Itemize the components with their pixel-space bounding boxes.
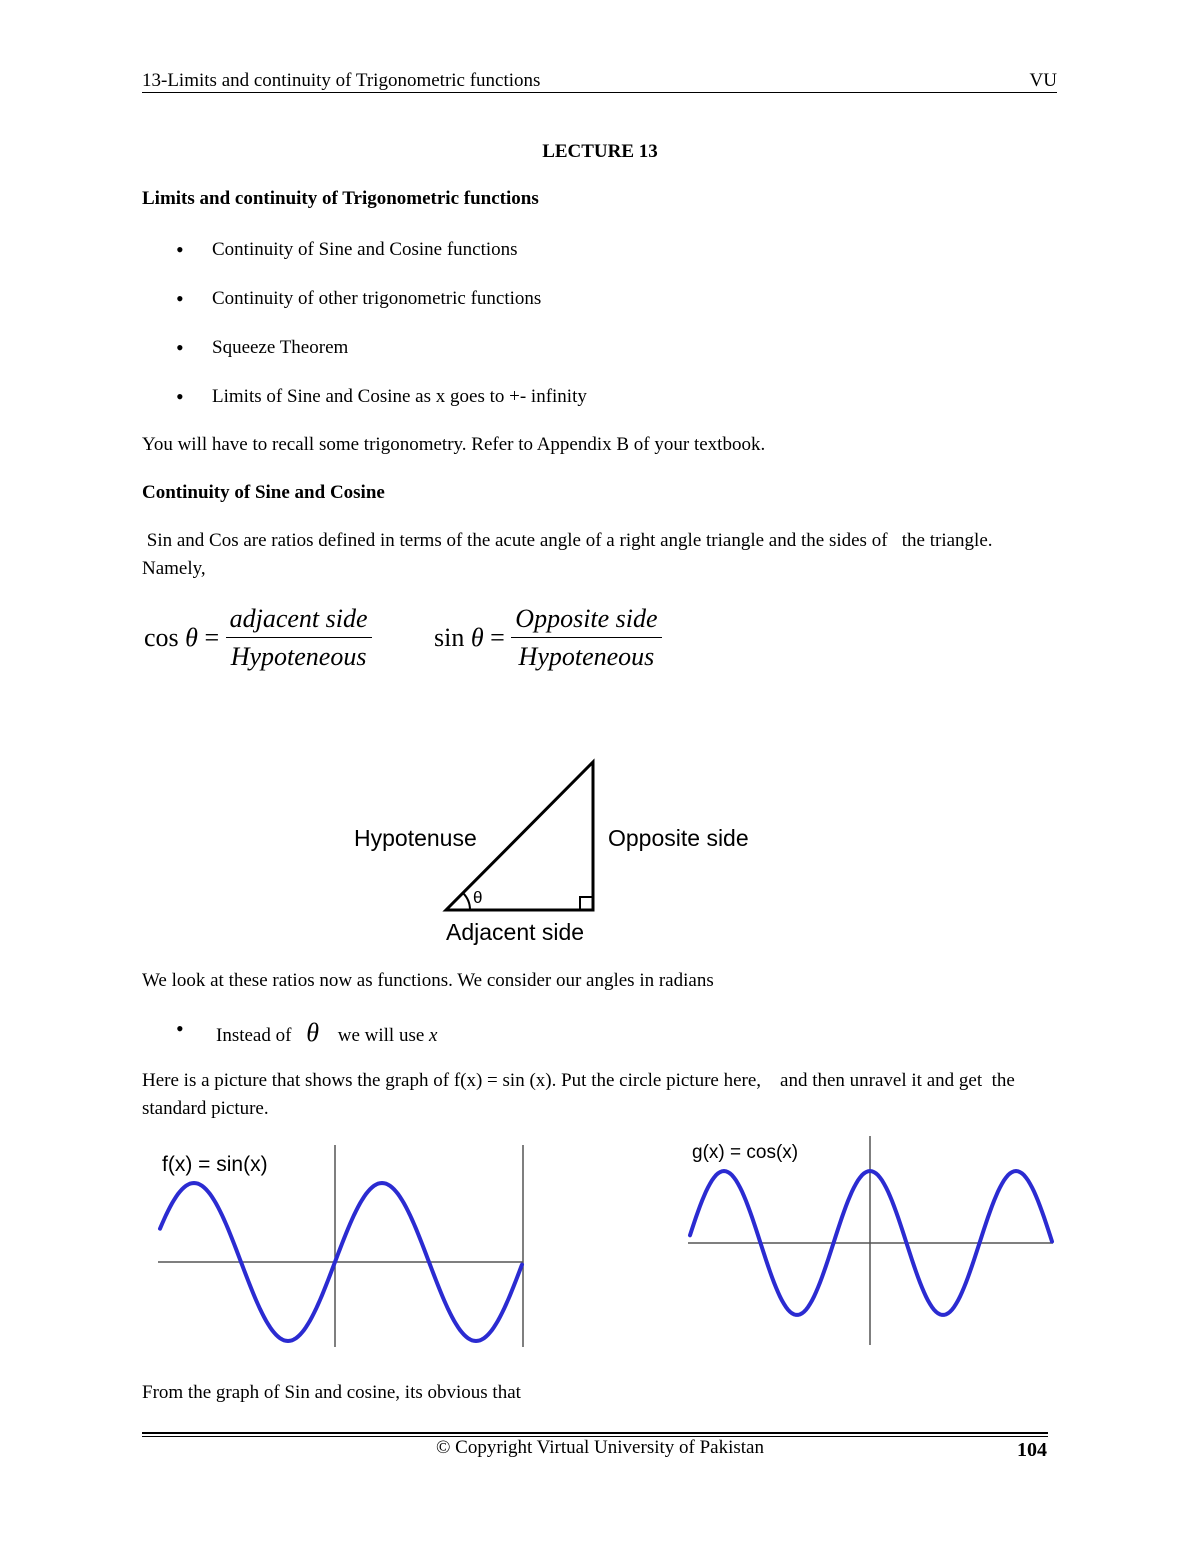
- sin-fraction: [511, 604, 661, 672]
- instead-after: we will use: [337, 1025, 425, 1046]
- functions-paragraph: We look at these ratios now as functions. We consider our angles in radians: [142, 970, 714, 991]
- topic-list: [142, 236, 587, 432]
- x-variable: x: [429, 1025, 438, 1046]
- angle-arc: [463, 893, 470, 910]
- bullet-dot: •: [176, 1016, 184, 1041]
- instead-before: Instead of: [216, 1025, 292, 1046]
- topic-item: • Continuity of Sine and Cosine functions: [142, 236, 587, 285]
- sin-numerator: Opposite side: [511, 604, 661, 638]
- theta-symbol: θ: [306, 1018, 319, 1047]
- cos-numerator: adjacent side: [226, 604, 372, 638]
- running-header-title: 13-Limits and continuity of Trigonometric functions: [142, 70, 541, 91]
- right-angle-mark: [580, 897, 593, 910]
- cos-formula: [144, 604, 372, 672]
- sin-denominator: Hypoteneous: [518, 642, 655, 671]
- recall-paragraph: You will have to recall some trigonometry. Refer to Appendix B of your textbook.: [142, 434, 766, 455]
- cosine-graph: [680, 1130, 1060, 1350]
- ratios-paragraph: Sin and Cos are ratios defined in terms of the acute angle of a right angle triangle and the sides of the triangle. Namely,: [142, 530, 998, 579]
- cos-lhs: cos: [144, 623, 179, 652]
- sin-formula: [434, 604, 662, 672]
- theta-symbol: θ: [470, 623, 484, 652]
- closing-paragraph: From the graph of Sin and cosine, its obvious that: [142, 1382, 521, 1403]
- topic-item: • Squeeze Theorem: [142, 334, 587, 383]
- cos-fraction: [226, 604, 372, 672]
- sine-graph: [150, 1135, 530, 1350]
- equals-sign: =: [204, 623, 220, 652]
- hypotenuse-label: Hypotenuse: [354, 825, 477, 851]
- picture-paragraph: Here is a picture that shows the graph of f(x) = sin (x). Put the circle picture here, and then unravel it and get the standard picture.: [142, 1070, 1020, 1119]
- adjacent-side-label: Adjacent side: [446, 919, 585, 945]
- subsection-title: Continuity of Sine and Cosine: [142, 482, 385, 503]
- sine-graph-label: f(x) = sin(x): [162, 1153, 268, 1176]
- header-rule: [142, 92, 1057, 93]
- cos-denominator: Hypoteneous: [230, 642, 367, 671]
- theta-label: θ: [473, 888, 483, 907]
- running-header-vu: VU: [1029, 70, 1057, 91]
- theta-symbol: θ: [185, 623, 198, 652]
- section-title: Limits and continuity of Trigonometric functions: [142, 188, 539, 209]
- sin-lhs: sin: [434, 623, 465, 652]
- topic-item: • Continuity of other trigonometric functions: [142, 285, 587, 334]
- lecture-title: LECTURE 13: [542, 141, 658, 162]
- opposite-side-label: Opposite side: [608, 825, 749, 851]
- instead-text: [216, 1018, 437, 1048]
- cosine-graph-label: g(x) = cos(x): [692, 1142, 799, 1163]
- equals-sign: =: [490, 623, 505, 652]
- topic-item: • Limits of Sine and Cosine as x goes to +- infinity: [142, 383, 587, 432]
- footer-rule: [142, 1432, 1048, 1434]
- footer-copyright: © Copyright Virtual University of Pakistan: [435, 1437, 764, 1458]
- right-triangle-diagram: [340, 750, 780, 950]
- page-number: 104: [1017, 1439, 1047, 1461]
